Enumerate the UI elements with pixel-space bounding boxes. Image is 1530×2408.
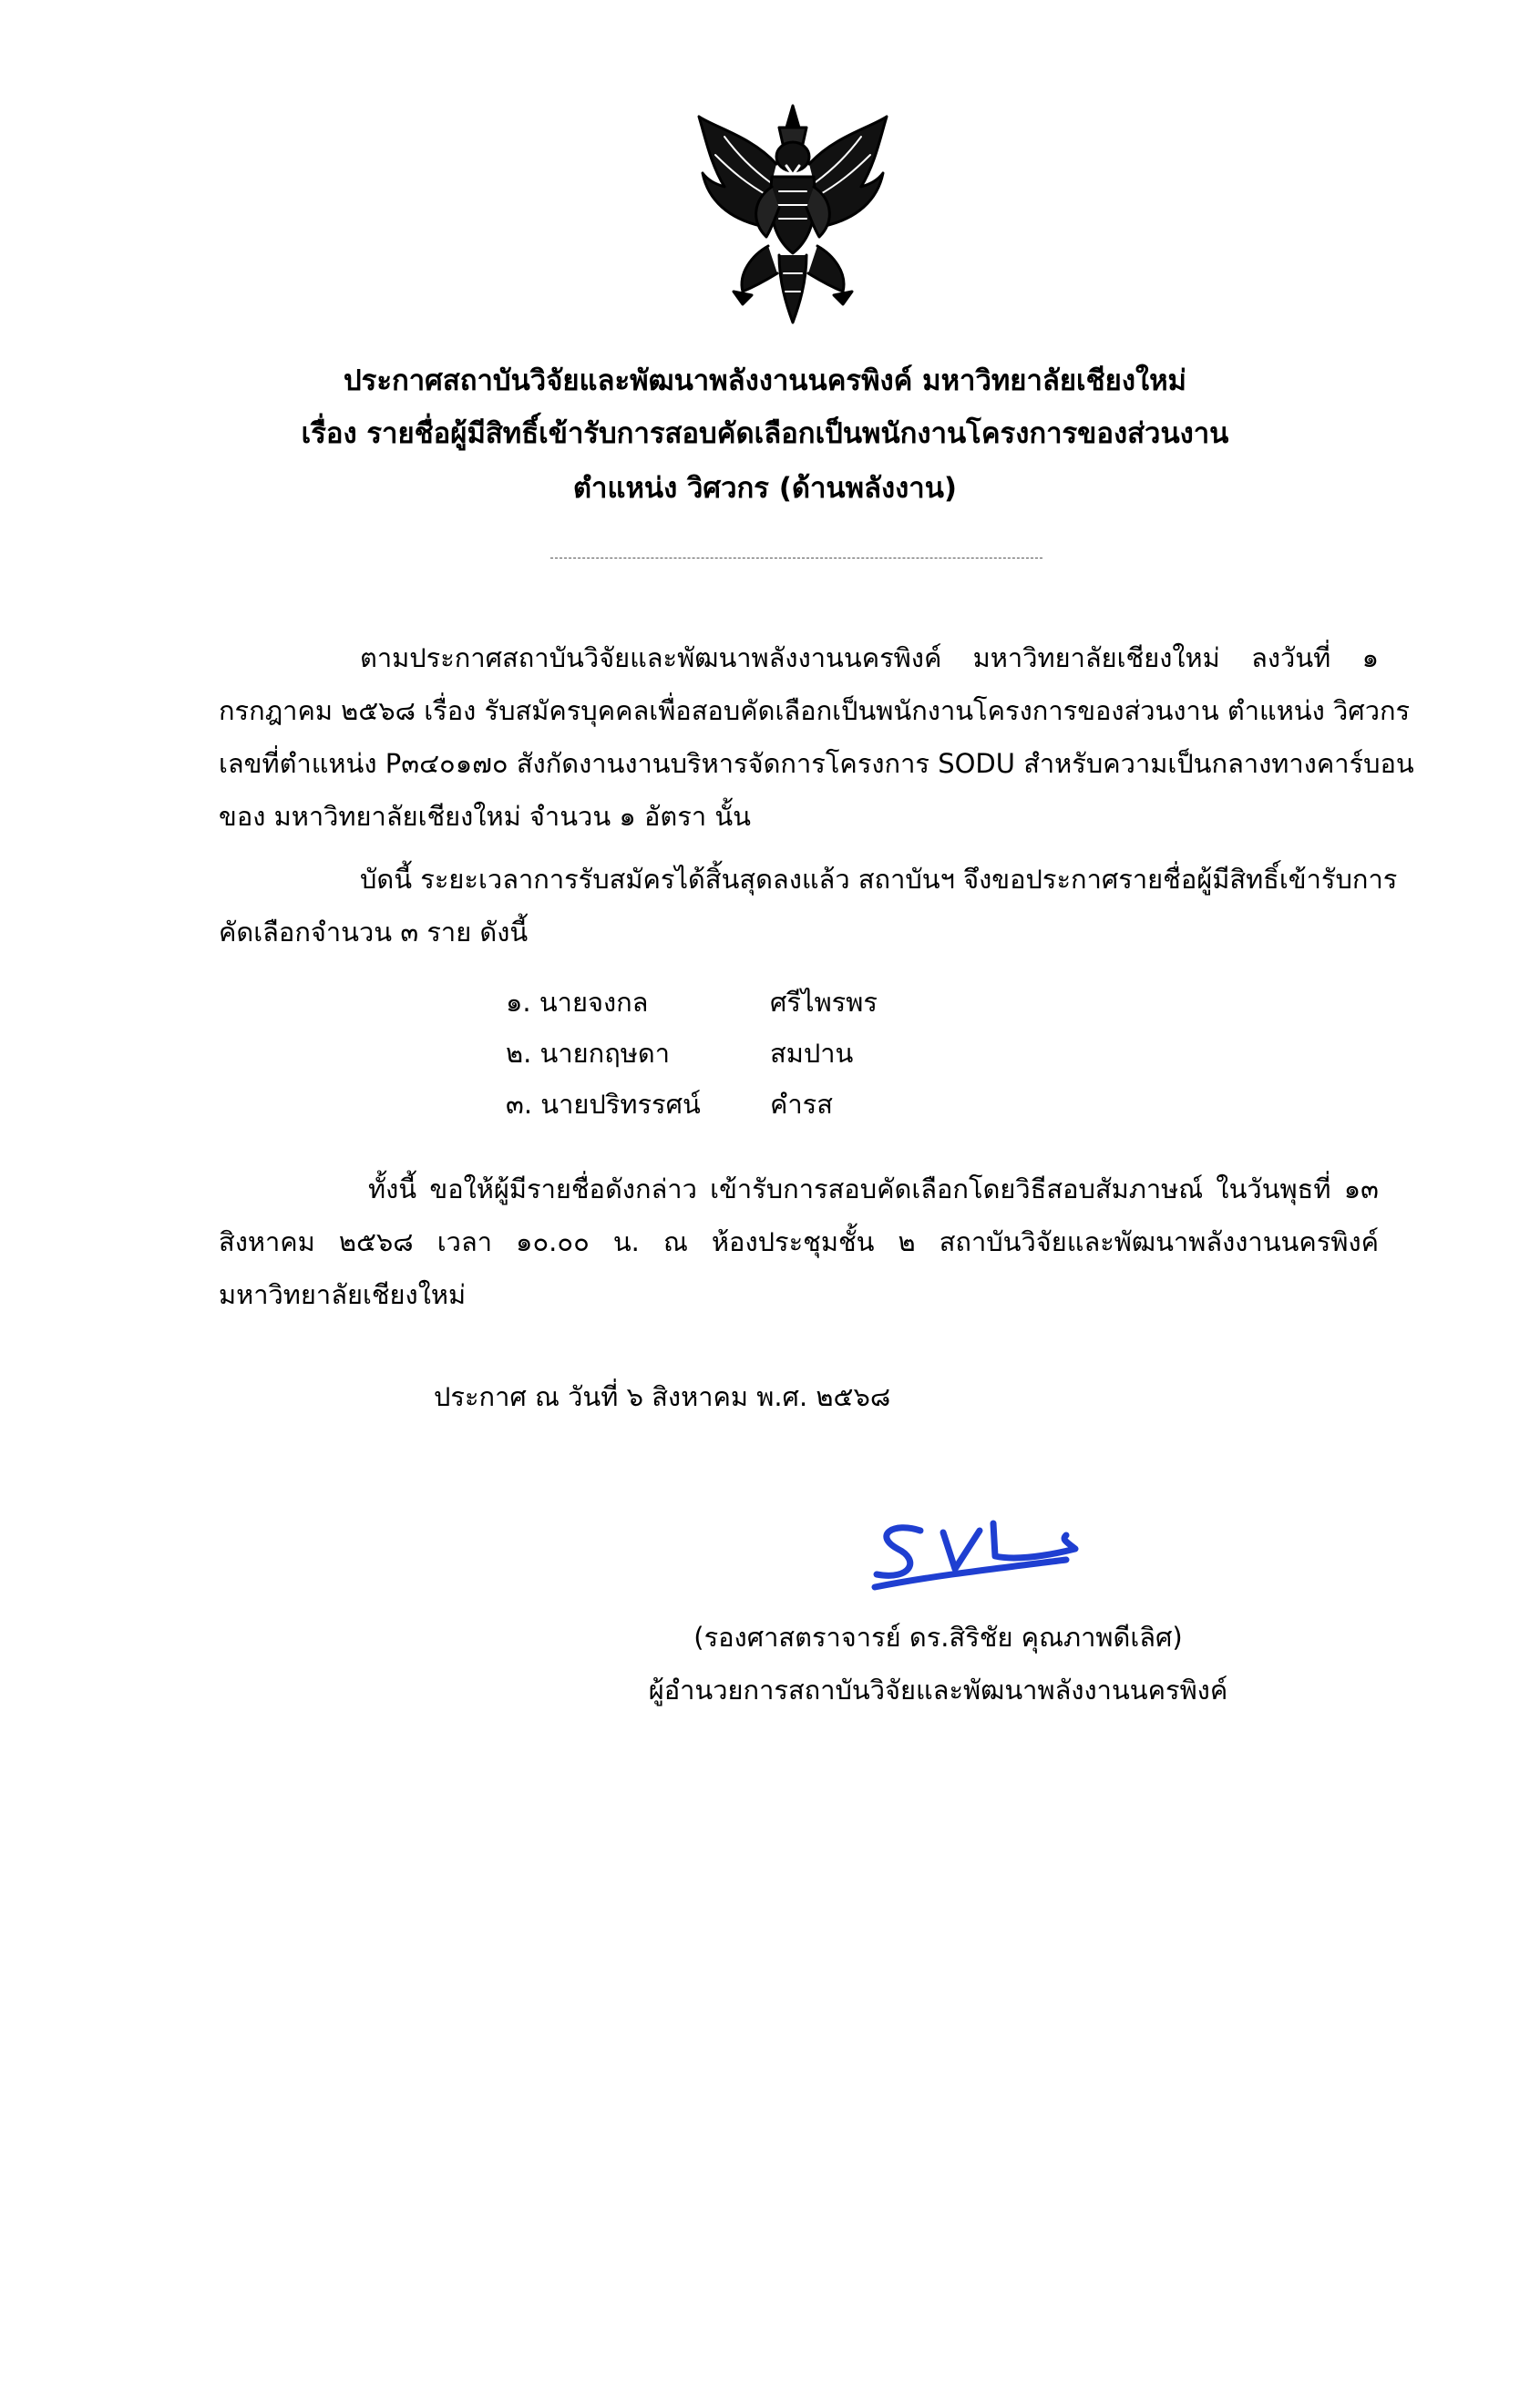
candidate-surname: คำรส — [770, 1089, 833, 1120]
signer-name: (รองศาสตราจารย์ ดร.สิริชัย คุณภาพดีเลิศ) — [693, 1622, 1183, 1653]
signer-title: ผู้อำนวยการสถาบันวิจัยและพัฒนาพลังงานนครพิงค์ — [648, 1675, 1228, 1706]
announcement-date: ประกาศ ณ วันที่ ๖ สิงหาคม พ.ศ. ๒๕๖๘ — [434, 1381, 891, 1412]
paragraph3-line1: ทั้งนี้ ขอให้ผู้มีรายชื่อดังกล่าว เข้ารับการสอบคัดเลือกโดยวิธีสอบสัมภาษณ์ ในวันพุธที่ ๑๓ — [368, 1173, 1379, 1204]
paragraph1-line4: ของ มหาวิทยาลัยเชียงใหม่ จำนวน ๑ อัตรา นั้น — [219, 801, 751, 832]
handwritten-signature — [857, 1503, 1130, 1604]
paragraph2-line1: บัดนี้ ระยะเวลาการรับสมัครได้สิ้นสุดลงแล้ว สถาบันฯ จึงขอประกาศรายชื่อผู้มีสิทธิ์เข้ารับการ — [360, 864, 1398, 895]
paragraph1-line3: เลขที่ตำแหน่ง P๓๔๐๑๗๐ สังกัดงานงานบริหารจัดการโครงการ SODU สำหรับความเป็นกลางทางคาร์บอน — [219, 748, 1414, 779]
paragraph1-line2: กรกฎาคม ๒๕๖๘ เรื่อง รับสมัครบุคคลเพื่อสอบคัดเลือกเป็นพนักงานโครงการของส่วนงาน ตำแหน่ง วิศวกร — [219, 695, 1411, 726]
announcement-subject: เรื่อง รายชื่อผู้มีสิทธิ์เข้ารับการสอบคัดเลือกเป็นพนักงานโครงการของส่วนงาน — [301, 417, 1229, 450]
candidate-surname: สมปาน — [770, 1038, 854, 1069]
announcement-position: ตำแหน่ง วิศวกร (ด้านพลังงาน) — [572, 472, 958, 505]
paragraph3-line3: มหาวิทยาลัยเชียงใหม่ — [219, 1279, 467, 1310]
announcement-title: ประกาศสถาบันวิจัยและพัฒนาพลังงานนครพิงค์ มหาวิทยาลัยเชียงใหม่ — [344, 364, 1186, 397]
candidate-surname: ศรีไพรพร — [770, 987, 878, 1018]
paragraph3-line2: สิงหาคม ๒๕๖๘ เวลา ๑๐.๐๐ น. ณ ห้องประชุมชั้น ๒ สถาบันวิจัยและพัฒนาพลังงานนครพิงค์ — [219, 1226, 1379, 1257]
candidate-name: ๓. นายปริทรรศน์ — [506, 1089, 701, 1120]
paragraph2-line2: คัดเลือกจำนวน ๓ ราย ดังนี้ — [219, 917, 529, 948]
garuda-emblem-icon — [688, 100, 898, 328]
candidate-name: ๑. นายจงกล — [506, 987, 649, 1018]
candidate-name: ๒. นายกฤษดา — [506, 1038, 671, 1069]
paragraph1-line1: ตามประกาศสถาบันวิจัยและพัฒนาพลังงานนครพิงค์ มหาวิทยาลัยเชียงใหม่ ลงวันที่ ๑ — [360, 642, 1379, 673]
